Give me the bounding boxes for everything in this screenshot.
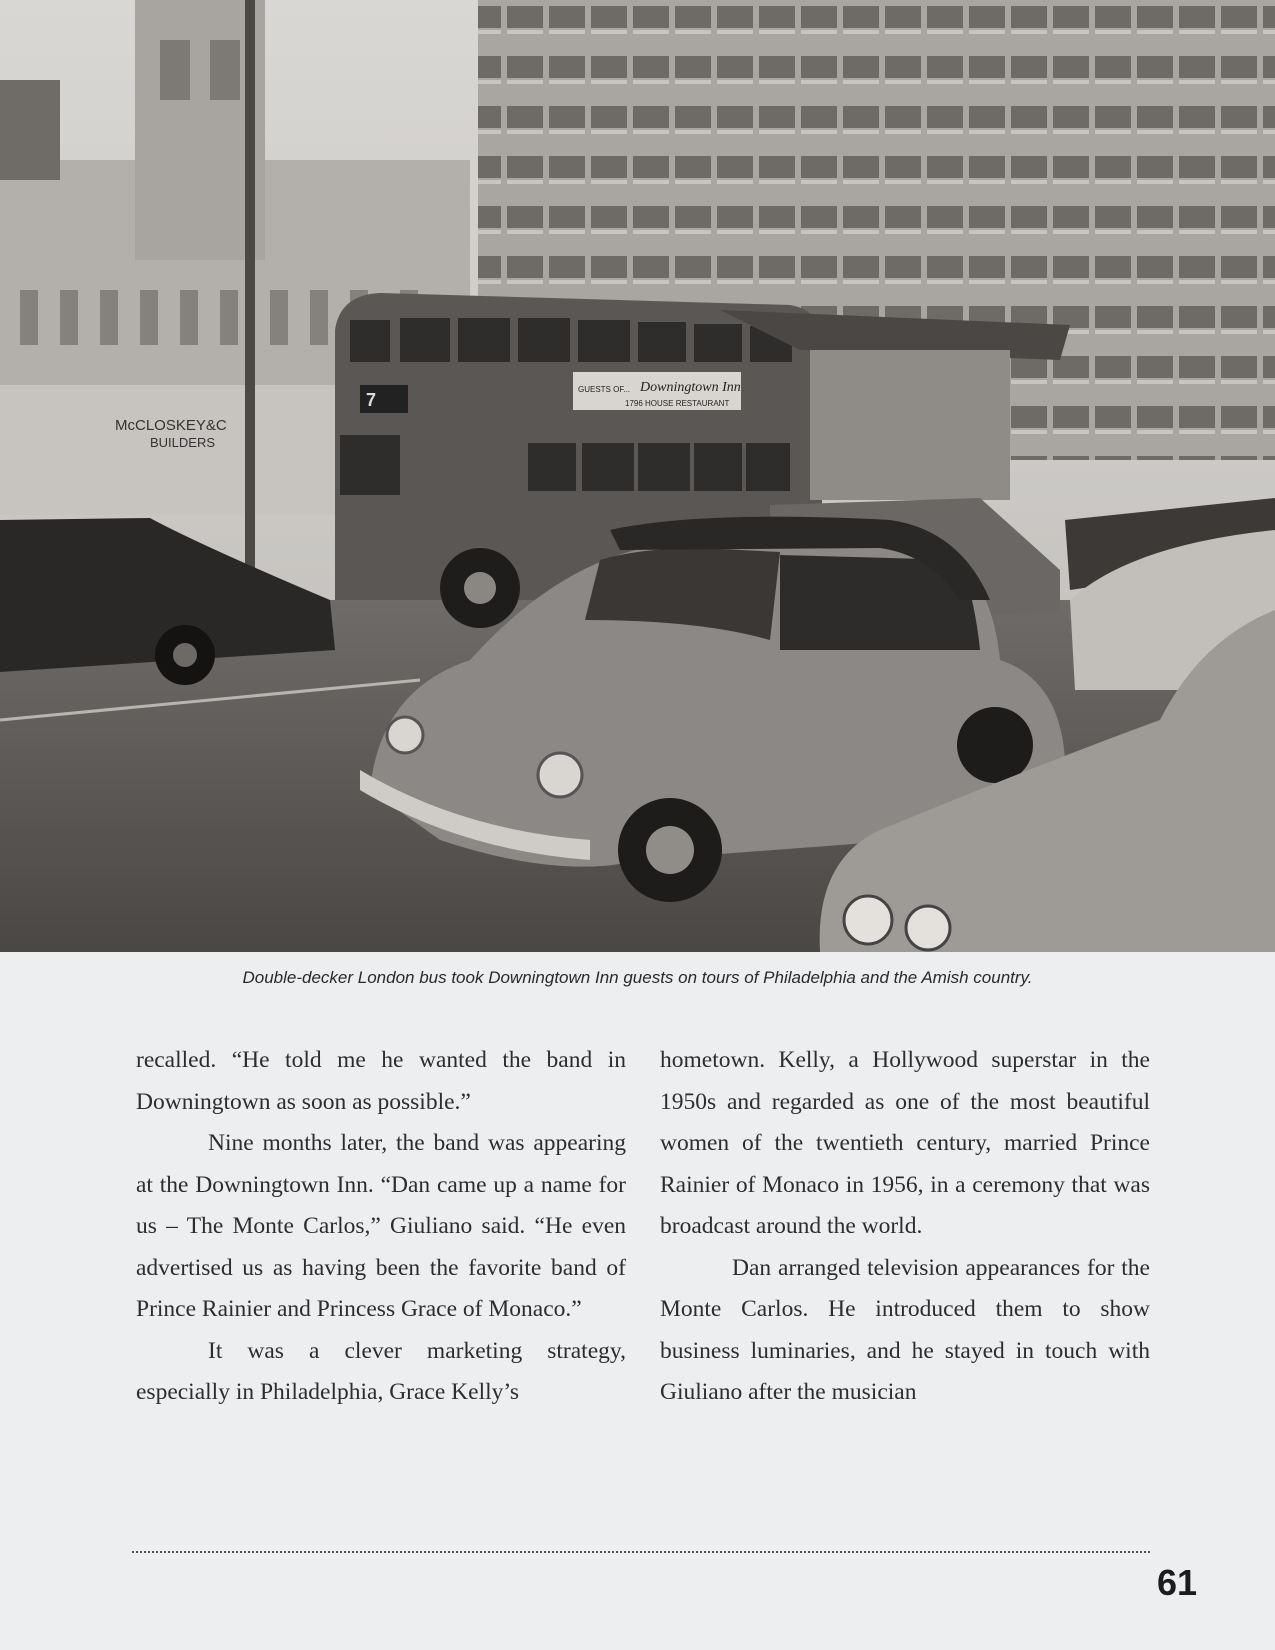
text-column-right <box>660 1040 1150 1414</box>
bus-route-number: 7 <box>366 390 377 410</box>
text-column-left <box>136 1040 626 1414</box>
paragraph: It was a clever marketing strategy, especially in Philadelphia, Grace Kelly’s <box>136 1337 626 1405</box>
photo-caption: Double-decker London bus took Downingtown Inn guests on tours of Philadelphia and the Amish country. <box>242 968 1033 987</box>
truck <box>0 385 340 515</box>
paragraph: hometown. Kelly, a Hollywood superstar in the 1950s and regarded as one of the most beautiful women of the twentieth century, married Prince Rainier of Monaco in 1956, in a ceremony that was broadcast around the world. <box>660 1047 1150 1239</box>
footer-divider <box>132 1551 1150 1553</box>
lamp-pole <box>245 0 255 570</box>
truck-sign-line1: McCLOSKEY&C <box>115 417 227 434</box>
page-number: 61 <box>1156 1562 1197 1603</box>
paragraph: Nine months later, the band was appearing at the Downingtown Inn. “Dan came up a name for us – The Monte Carlos,” Giuliano said. “He even advertised us as having been the favorite band of Prince Rainier and Princess Grace of Monaco.” <box>136 1130 626 1322</box>
bus-ad-line2: 1796 HOUSE RESTAURANT <box>625 399 730 408</box>
paragraph: recalled. “He told me he wanted the band in Downingtown as soon as possible.” <box>136 1047 626 1115</box>
truck-sign-line2: BUILDERS <box>150 435 216 450</box>
bus-ad-script: Downingtown Inn <box>640 380 741 395</box>
paragraph: Dan arranged television appearances for the Monte Carlos. He introduced them to show business luminaries, and he stayed in touch with Giuliano after the musician <box>660 1254 1150 1405</box>
bus-ad-small: GUESTS OF... <box>578 385 631 394</box>
